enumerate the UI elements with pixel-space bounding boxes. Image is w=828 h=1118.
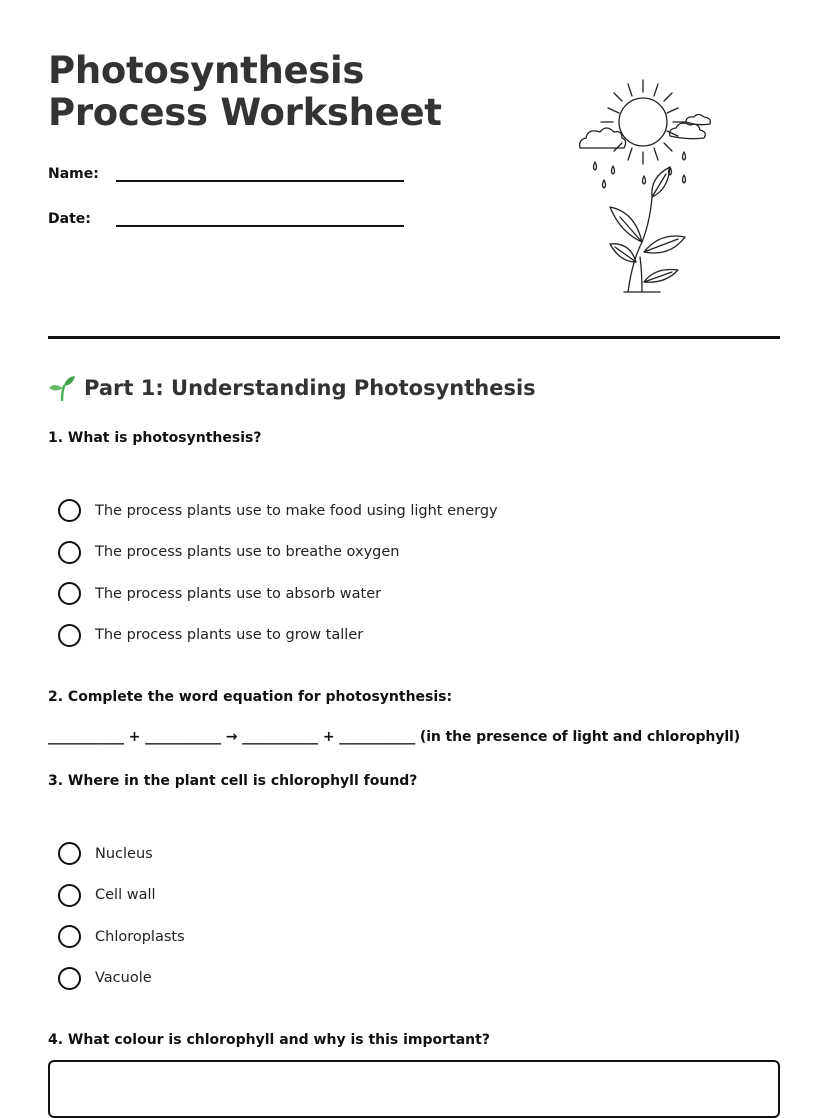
question-1: 1. What is photosynthesis? <box>48 430 262 446</box>
name-field <box>48 160 404 182</box>
option-label: Vacuole <box>95 970 152 987</box>
question-4: 4. What colour is chlorophyll and why is this important? <box>48 1032 490 1048</box>
question-3-options <box>58 833 185 999</box>
part1-heading-text: Part 1: Understanding Photosynthesis <box>84 376 536 400</box>
option-label: Chloroplasts <box>95 928 185 945</box>
worksheet-title: Photosynthesis Process Worksheet <box>48 49 442 134</box>
radio-button[interactable] <box>58 624 81 647</box>
q3-option-3[interactable] <box>58 916 185 958</box>
date-field <box>48 205 404 227</box>
q3-option-2[interactable] <box>58 875 185 917</box>
option-label: Cell wall <box>95 887 156 904</box>
radio-button[interactable] <box>58 925 81 948</box>
q1-option-2[interactable] <box>58 532 498 574</box>
name-line[interactable] <box>116 160 404 182</box>
radio-button[interactable] <box>58 884 81 907</box>
radio-button[interactable] <box>58 541 81 564</box>
question-1-options <box>58 490 498 656</box>
radio-button[interactable] <box>58 967 81 990</box>
q3-option-1[interactable] <box>58 833 185 875</box>
option-label: The process plants use to absorb water <box>95 585 382 602</box>
radio-button[interactable] <box>58 842 81 865</box>
question-3: 3. Where in the plant cell is chlorophyll found? <box>48 773 418 789</box>
section-divider <box>48 336 780 339</box>
q1-option-3[interactable] <box>58 573 498 615</box>
q1-option-4[interactable] <box>58 615 498 657</box>
part1-heading <box>48 374 536 402</box>
q1-option-1[interactable] <box>58 490 498 532</box>
answer-textbox[interactable] <box>48 1060 780 1118</box>
sprout-icon <box>48 374 76 402</box>
radio-button[interactable] <box>58 499 81 522</box>
option-label: Nucleus <box>95 845 153 862</box>
q3-option-4[interactable] <box>58 958 185 1000</box>
option-label: The process plants use to grow taller <box>95 627 364 644</box>
date-label: Date: <box>48 211 91 227</box>
question-2: 2. Complete the word equation for photosynthesis: <box>48 689 453 705</box>
option-label: The process plants use to breathe oxygen <box>95 544 400 561</box>
word-equation[interactable]: ___________ + ___________ → ___________ + ___________ (in the presence of light and chlorophyll) <box>48 729 741 745</box>
radio-button[interactable] <box>58 582 81 605</box>
date-line[interactable] <box>116 205 404 227</box>
option-label: The process plants use to make food using light energy <box>95 502 498 519</box>
name-label: Name: <box>48 166 99 182</box>
sun-rain-plant-illustration <box>570 72 720 297</box>
